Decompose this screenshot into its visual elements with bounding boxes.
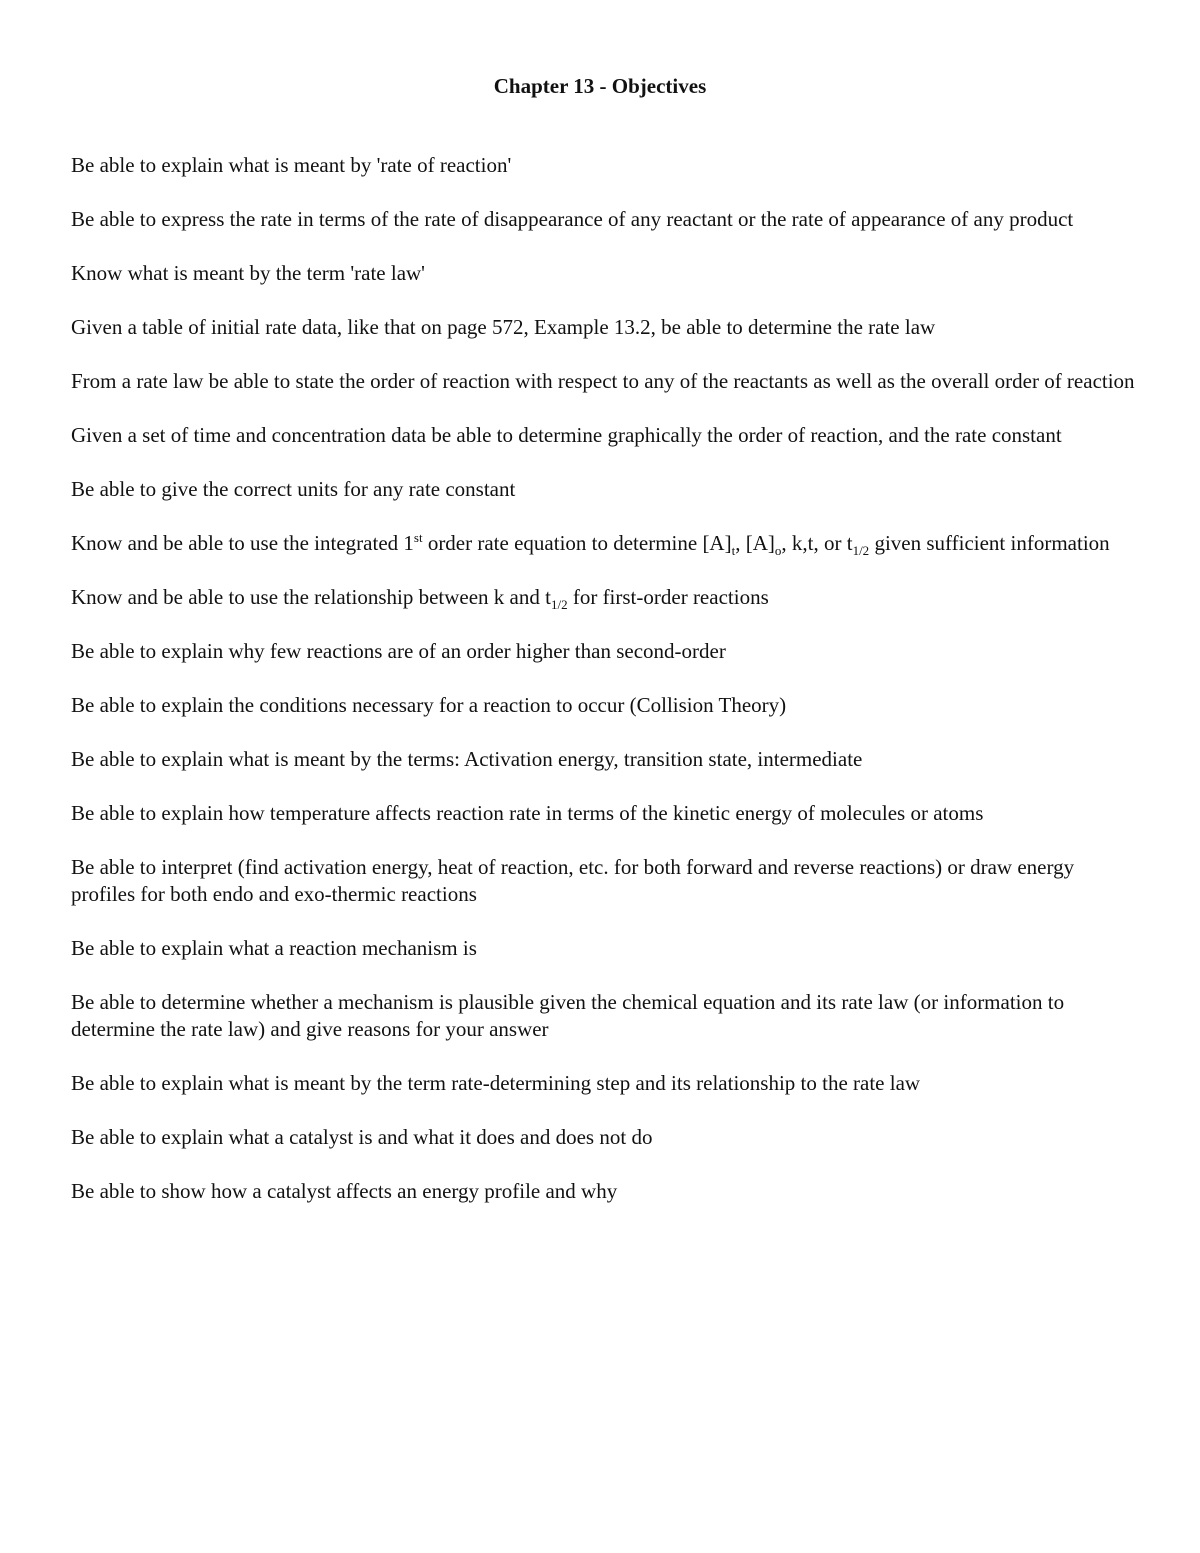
objective-item: Be able to show how a catalyst affects an energy profile and why	[71, 1179, 618, 1203]
objective-item	[71, 530, 1141, 557]
objective-item: Be able to explain what is meant by the term rate-determining step and its relationship to the rate law	[71, 1071, 921, 1095]
objective-text: Know and be able to use the integrated 1	[71, 531, 414, 555]
objective-text: for first-order reactions	[567, 585, 769, 609]
objectives-list	[71, 152, 1141, 1232]
objective-item: Be able to explain what is meant by the terms: Activation energy, transition state, intermediate	[71, 747, 863, 771]
objective-item: Be able to interpret (find activation energy, heat of reaction, etc. for both forward and reverse reactions) or draw energy profiles for both endo and exo-thermic reactions	[71, 855, 1075, 906]
objective-text: order rate equation to determine [A]	[422, 531, 732, 555]
objective-item: Be able to explain the conditions necessary for a reaction to occur (Collision Theory)	[71, 693, 787, 717]
subscript: 1/2	[852, 543, 870, 559]
objective-item: Know what is meant by the term 'rate law'	[71, 261, 425, 285]
objective-item: Be able to explain how temperature affects reaction rate in terms of the kinetic energy of molecules or atoms	[71, 801, 984, 825]
subscript: t	[731, 543, 736, 559]
objective-item: Be able to explain what a catalyst is and what it does and does not do	[71, 1125, 653, 1149]
objective-item: Given a table of initial rate data, like that on page 572, Example 13.2, be able to determine the rate law	[71, 315, 936, 339]
objective-item: Be able to determine whether a mechanism is plausible given the chemical equation and its rate law (or information to determine the rate law) and give reasons for your answer	[71, 990, 1065, 1041]
objective-item: Be able to explain what is meant by 'rate of reaction'	[71, 153, 512, 177]
superscript: st	[413, 530, 423, 545]
objective-text: , [A]	[735, 531, 775, 555]
objective-item: Be able to explain why few reactions are of an order higher than second-order	[71, 639, 726, 663]
objective-item	[71, 584, 1141, 611]
objective-text: Know and be able to use the relationship between k and t	[71, 585, 551, 609]
objective-item: Be able to give the correct units for any rate constant	[71, 477, 516, 501]
page-title: Chapter 13 - Objectives	[493, 74, 707, 98]
subscript: 1/2	[550, 597, 568, 613]
subscript: o	[774, 543, 782, 559]
objective-item: Given a set of time and concentration data be able to determine graphically the order of reaction, and the rate constant	[71, 423, 1062, 447]
objective-item: Be able to explain what a reaction mechanism is	[71, 936, 477, 960]
objective-item: Be able to express the rate in terms of the rate of disappearance of any reactant or the rate of appearance of any product	[71, 207, 1074, 231]
objective-text: given sufficient information	[869, 531, 1110, 555]
objective-item: From a rate law be able to state the order of reaction with respect to any of the reactants as well as the overall order of reaction	[71, 369, 1135, 393]
objective-text: , k,t, or t	[781, 531, 853, 555]
